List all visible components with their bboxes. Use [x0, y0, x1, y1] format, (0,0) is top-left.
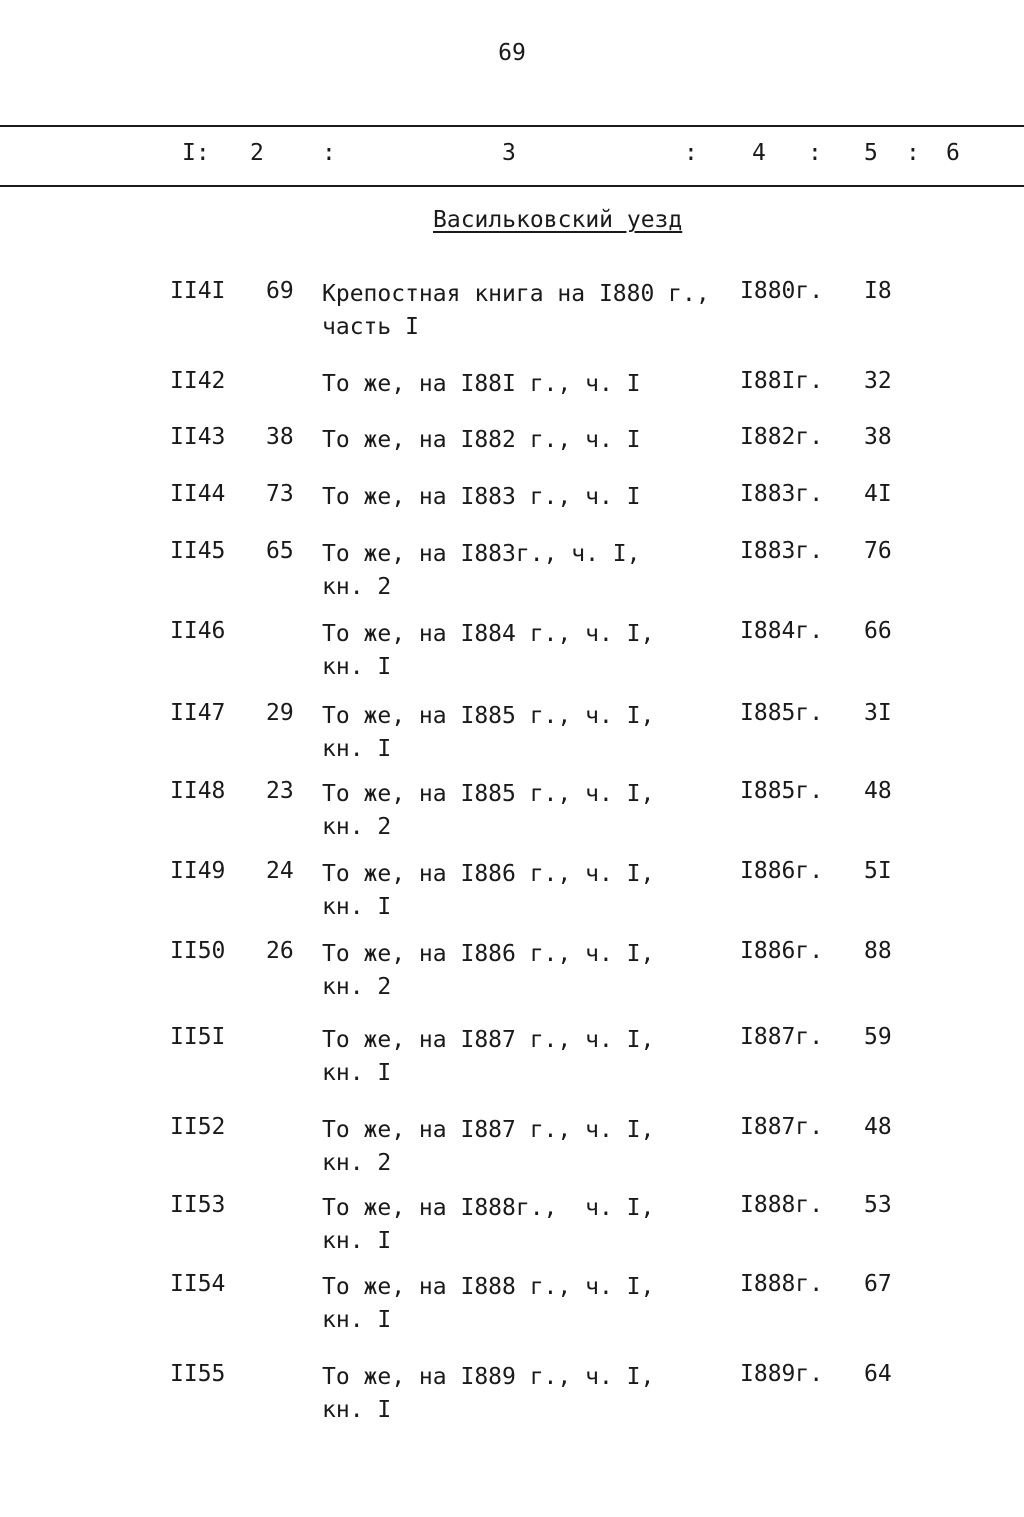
record-sheets: I8 [864, 278, 892, 304]
record-title: То же, на I888 г., ч. I, кн. I [322, 1274, 655, 1333]
record-sheets: 88 [864, 938, 892, 964]
column-separator: : [322, 140, 336, 166]
record-number: II44 [170, 481, 226, 507]
record-number: II50 [170, 938, 226, 964]
record-sheets: 48 [864, 778, 892, 804]
record-row [0, 1361, 1024, 1441]
record-old-number: 38 [266, 424, 294, 450]
record-date: I886г. [740, 938, 824, 964]
record-date: I888г. [740, 1271, 824, 1297]
column-header-2: 2 [250, 140, 264, 166]
record-number: II53 [170, 1192, 226, 1218]
record-old-number: 69 [266, 278, 294, 304]
record-number: II55 [170, 1361, 226, 1387]
record-date: I880г. [740, 278, 824, 304]
record-date: I887г. [740, 1024, 824, 1050]
record-sheets: 32 [864, 368, 892, 394]
record-sheets: 48 [864, 1114, 892, 1140]
record-date: I883г. [740, 481, 824, 507]
record-sheets: 66 [864, 618, 892, 644]
record-sheets: 3I [864, 700, 892, 726]
record-title: Крепостная книга на I880 г., часть I [322, 281, 710, 340]
column-separator: : [684, 140, 698, 166]
record-number: II47 [170, 700, 226, 726]
record-number: II4I [170, 278, 226, 304]
record-sheets: 4I [864, 481, 892, 507]
record-date: I884г. [740, 618, 824, 644]
record-sheets: 5I [864, 858, 892, 884]
record-old-number: 26 [266, 938, 294, 964]
record-row [0, 1271, 1024, 1351]
record-sheets: 53 [864, 1192, 892, 1218]
record-row [0, 778, 1024, 858]
record-title: То же, на I886 г., ч. I, кн. I [322, 861, 655, 920]
record-row [0, 938, 1024, 1018]
column-header-1: I: [182, 140, 210, 166]
record-sheets: 59 [864, 1024, 892, 1050]
record-old-number: 24 [266, 858, 294, 884]
record-number: II49 [170, 858, 226, 884]
column-header-6: 6 [946, 140, 960, 166]
column-header-3: 3 [502, 140, 516, 166]
record-date: I883г. [740, 538, 824, 564]
section-title: Васильковский уезд [433, 207, 683, 233]
record-number: II45 [170, 538, 226, 564]
record-row [0, 1024, 1024, 1104]
record-date: I888г. [740, 1192, 824, 1218]
page-number: 69 [498, 40, 526, 66]
record-title: То же, на I883 г., ч. I [322, 484, 641, 510]
record-title: То же, на I889 г., ч. I, кн. I [322, 1364, 655, 1423]
record-date: I886г. [740, 858, 824, 884]
record-date: I88Iг. [740, 368, 824, 394]
record-title: То же, на I884 г., ч. I, кн. I [322, 621, 655, 680]
record-row [0, 1192, 1024, 1272]
record-row [0, 700, 1024, 780]
header-bottom-rule [0, 185, 1024, 187]
record-title: То же, на I88I г., ч. I [322, 371, 641, 397]
column-separator: : [808, 140, 822, 166]
record-sheets: 38 [864, 424, 892, 450]
top-rule [0, 125, 1024, 127]
record-title: То же, на I885 г., ч. I, кн. I [322, 703, 655, 762]
record-number: II48 [170, 778, 226, 804]
record-sheets: 67 [864, 1271, 892, 1297]
record-sheets: 64 [864, 1361, 892, 1387]
record-row [0, 618, 1024, 698]
record-number: II5I [170, 1024, 226, 1050]
column-separator: : [906, 140, 920, 166]
record-title: То же, на I887 г., ч. I, кн. 2 [322, 1117, 655, 1176]
record-old-number: 23 [266, 778, 294, 804]
record-title: То же, на I883г., ч. I, кн. 2 [322, 541, 641, 600]
record-date: I885г. [740, 700, 824, 726]
record-old-number: 29 [266, 700, 294, 726]
record-sheets: 76 [864, 538, 892, 564]
record-row [0, 858, 1024, 938]
record-number: II42 [170, 368, 226, 394]
record-number: II54 [170, 1271, 226, 1297]
record-title: То же, на I882 г., ч. I [322, 427, 641, 453]
record-title: То же, на I888г., ч. I, кн. I [322, 1195, 655, 1254]
record-date: I889г. [740, 1361, 824, 1387]
record-date: I885г. [740, 778, 824, 804]
record-number: II46 [170, 618, 226, 644]
column-header-5: 5 [864, 140, 878, 166]
record-number: II43 [170, 424, 226, 450]
record-title: То же, на I886 г., ч. I, кн. 2 [322, 941, 655, 1000]
record-row [0, 1114, 1024, 1194]
record-row [0, 278, 1024, 358]
record-date: I882г. [740, 424, 824, 450]
column-header-4: 4 [752, 140, 766, 166]
record-number: II52 [170, 1114, 226, 1140]
record-title: То же, на I885 г., ч. I, кн. 2 [322, 781, 655, 840]
record-title: То же, на I887 г., ч. I, кн. I [322, 1027, 655, 1086]
record-date: I887г. [740, 1114, 824, 1140]
record-row [0, 538, 1024, 618]
record-old-number: 73 [266, 481, 294, 507]
record-old-number: 65 [266, 538, 294, 564]
